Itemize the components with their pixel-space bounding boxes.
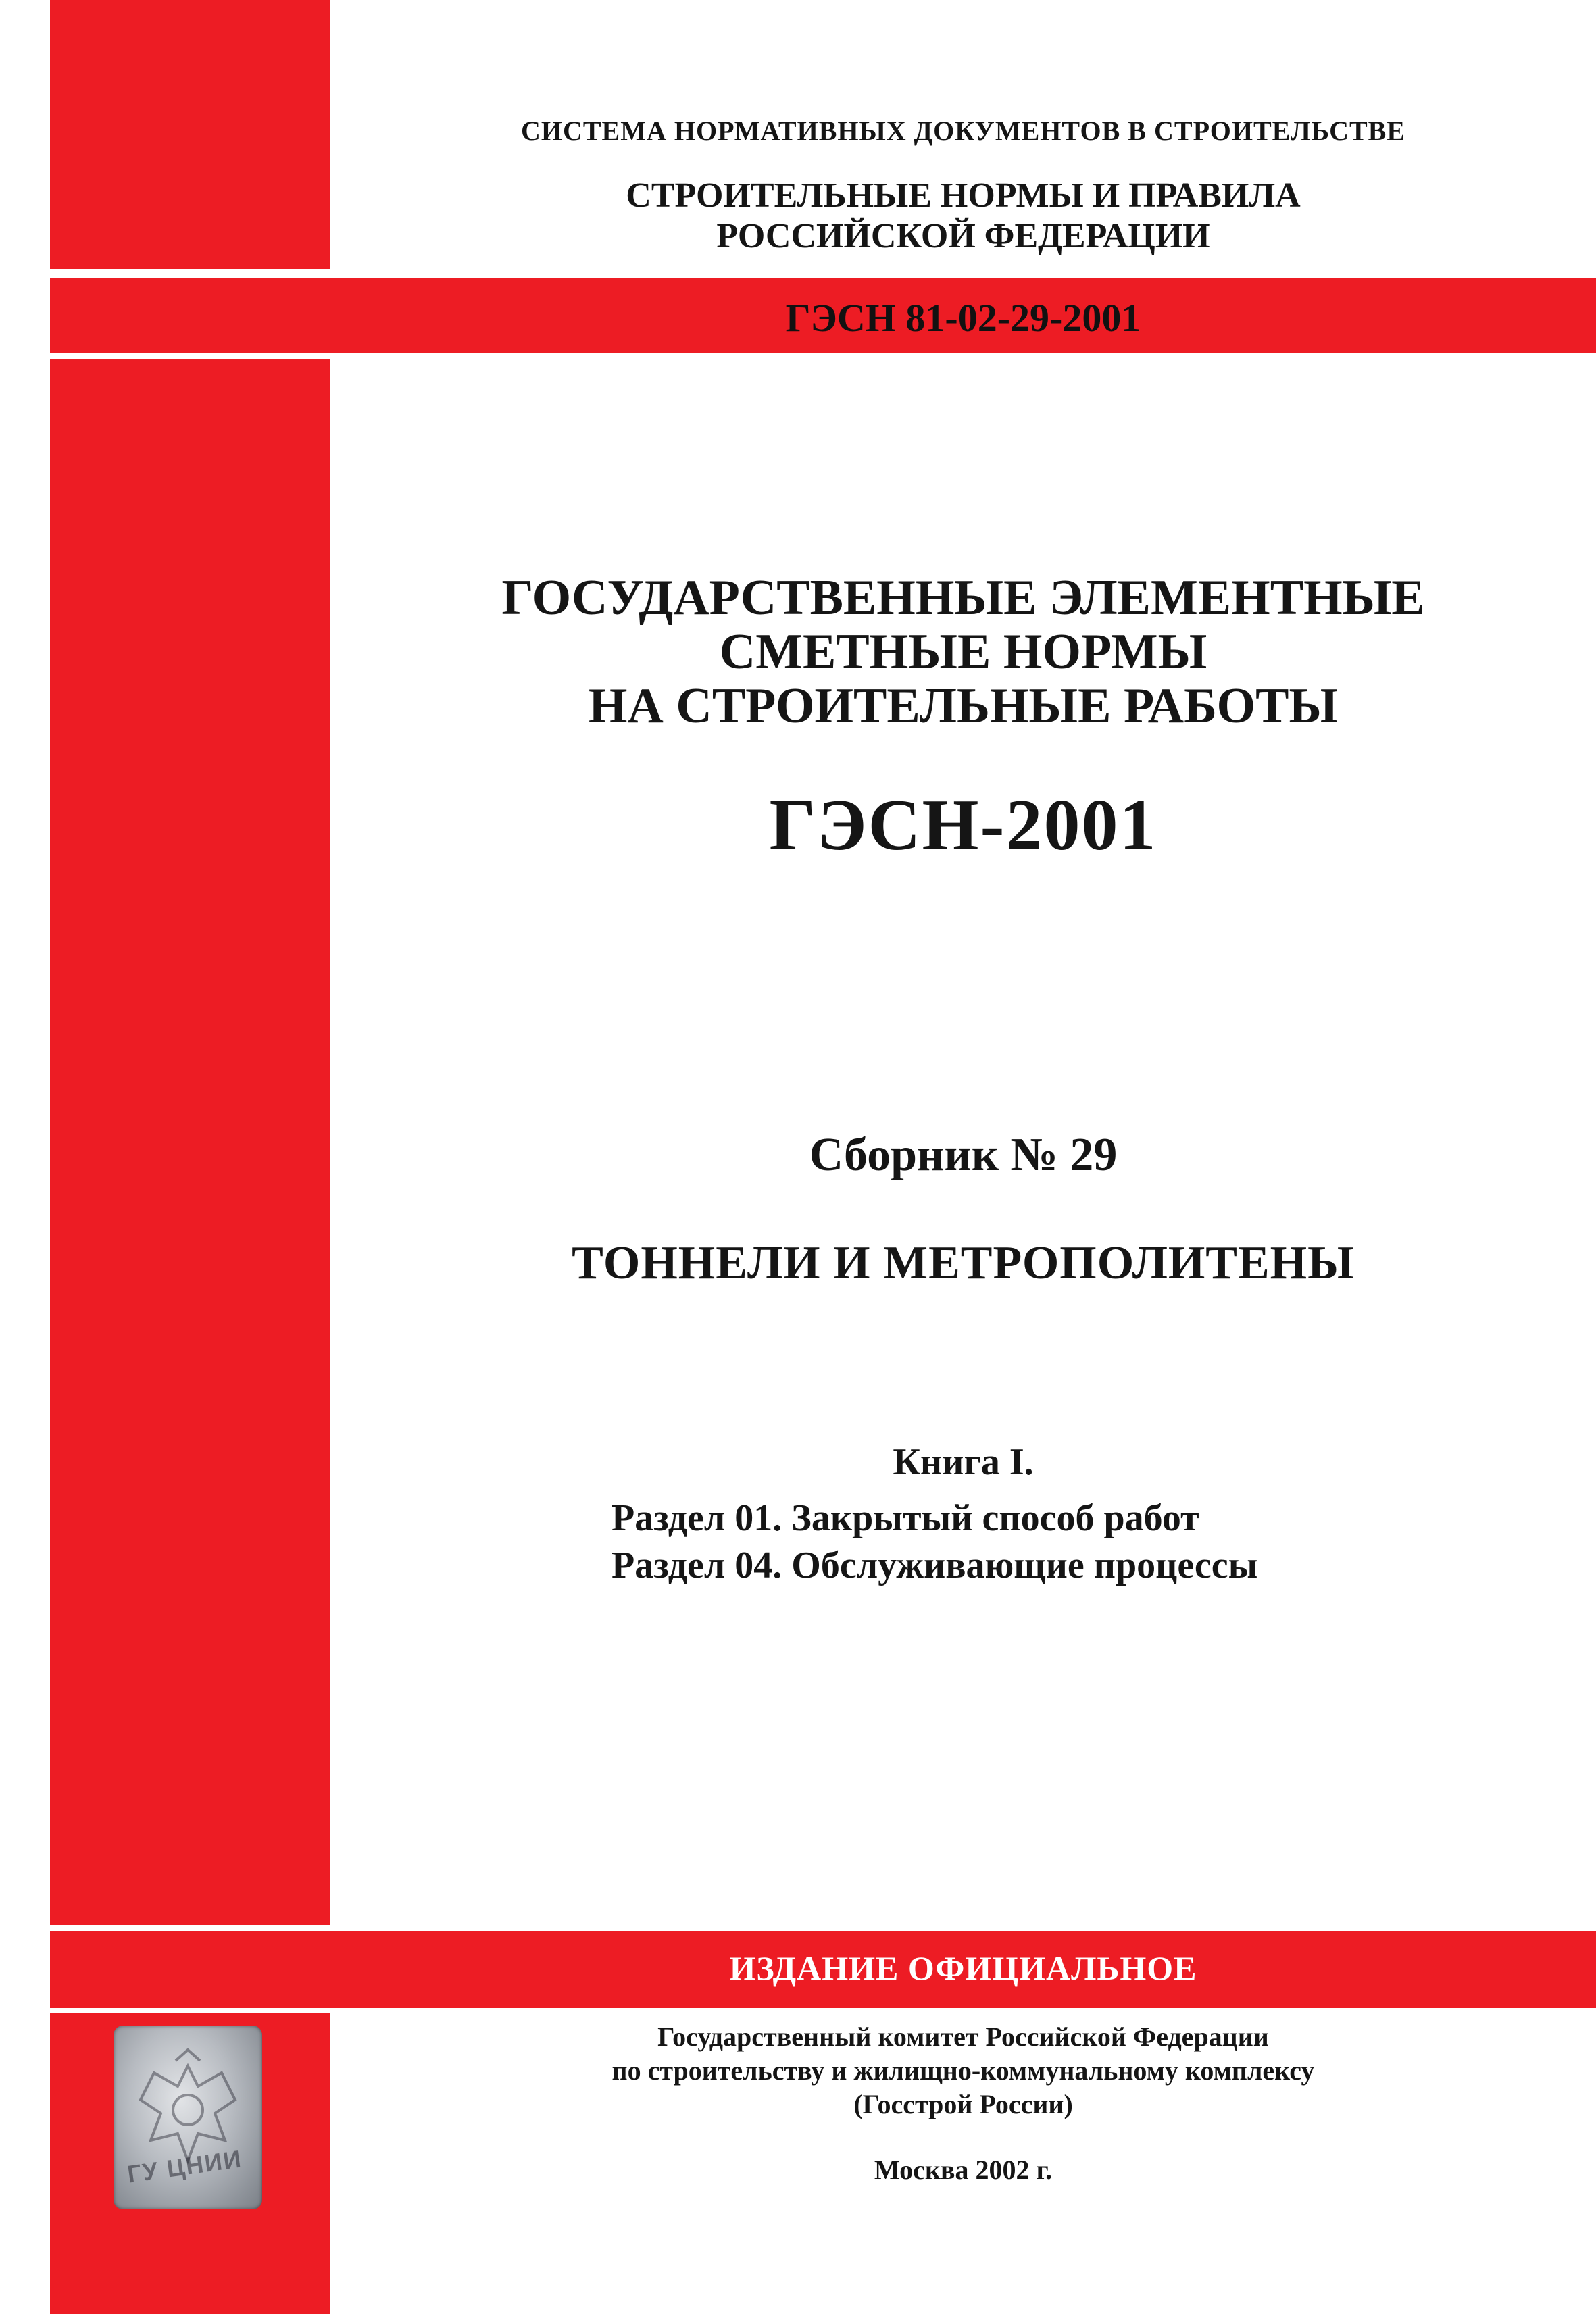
- document-code: ГЭСН 81-02-29-2001: [785, 296, 1141, 340]
- sections-list: [612, 1494, 1257, 1589]
- book-label: Книга I.: [893, 1441, 1034, 1483]
- red-vertical-bar-top: [50, 0, 330, 269]
- snip-line-1: СТРОИТЕЛЬНЫЕ НОРМЫ И ПРАВИЛА: [626, 176, 1301, 215]
- snip-heading: [330, 176, 1596, 257]
- edition-banner: ИЗДАНИЕ ОФИЦИАЛЬНОЕ: [729, 1949, 1197, 1987]
- system-line: СИСТЕМА НОРМАТИВНЫХ ДОКУМЕНТОВ В СТРОИТЕЛЬСТВЕ: [520, 116, 1406, 146]
- section-item: Раздел 04. Обслуживающие процессы: [612, 1544, 1258, 1586]
- hologram-text: ГУ ЦНИИ: [125, 2144, 244, 2188]
- main-title: [330, 571, 1596, 733]
- red-vertical-bar-middle: [50, 359, 330, 1925]
- publisher-line-3: (Госстрой России): [853, 2089, 1073, 2119]
- abbreviation-title: ГЭСН-2001: [769, 785, 1157, 865]
- main-title-line-1: ГОСУДАРСТВЕННЫЕ ЭЛЕМЕНТНЫЕ: [501, 570, 1425, 626]
- snip-line-2: РОССИЙСКОЙ ФЕДЕРАЦИИ: [716, 217, 1210, 255]
- publisher-block: [330, 2020, 1596, 2121]
- main-title-line-3: НА СТРОИТЕЛЬНЫЕ РАБОТЫ: [588, 678, 1339, 734]
- collection-topic: ТОННЕЛИ И МЕТРОПОЛИТЕНЫ: [572, 1237, 1355, 1289]
- section-item: Раздел 01. Закрытый способ работ: [612, 1497, 1199, 1539]
- main-title-line-2: СМЕТНЫЕ НОРМЫ: [719, 624, 1207, 680]
- publisher-line-2: по строительству и жилищно-коммунальному комплексу: [612, 2055, 1315, 2086]
- imprint-city-year: Москва 2002 г.: [874, 2155, 1053, 2185]
- collection-number: Сборник № 29: [809, 1129, 1118, 1181]
- hologram-sticker: [114, 2026, 262, 2209]
- publisher-line-1: Государственный комитет Российской Федерации: [657, 2021, 1269, 2052]
